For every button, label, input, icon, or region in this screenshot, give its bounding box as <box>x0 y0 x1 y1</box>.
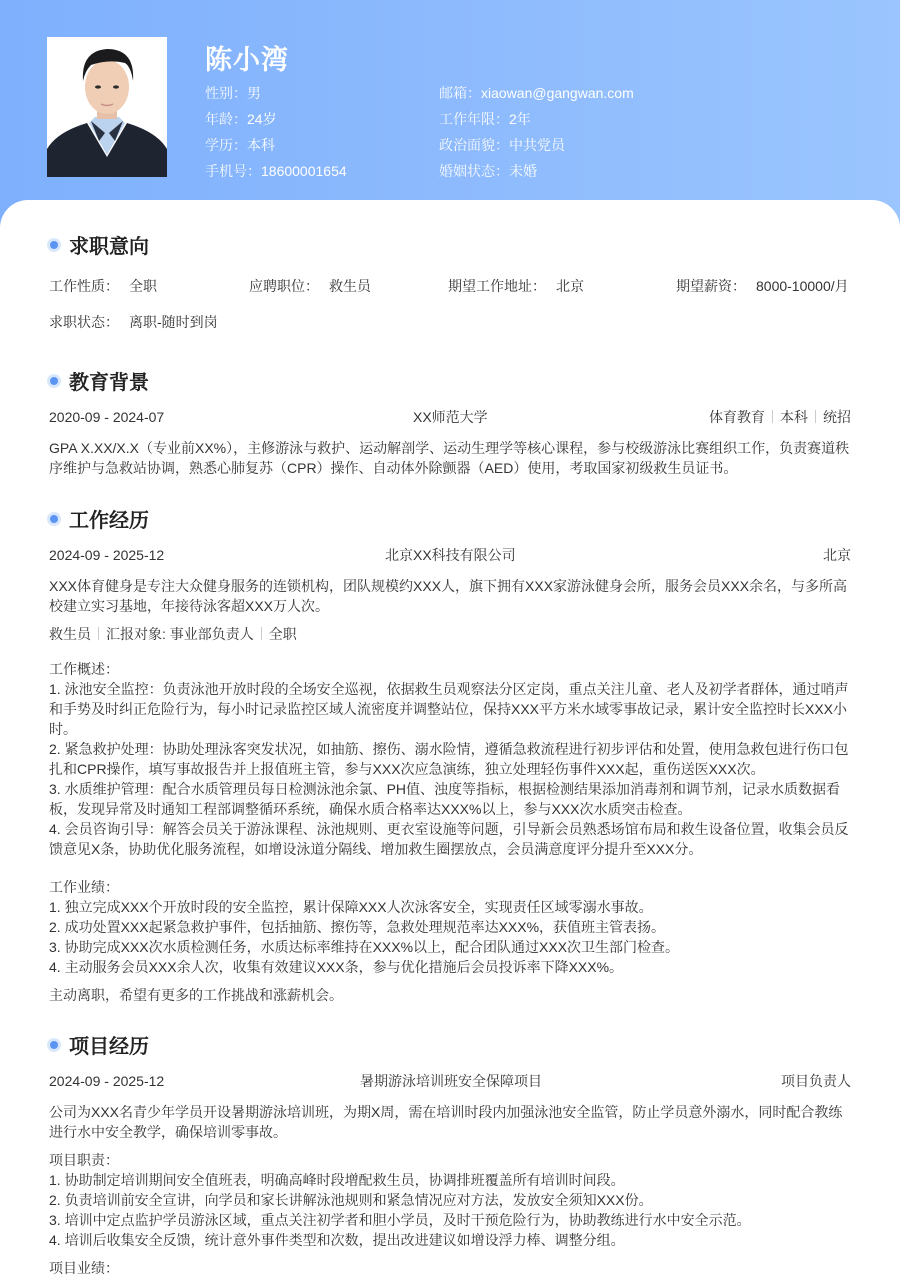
info-value: 中共党员 <box>509 137 565 153</box>
info-gender <box>205 84 347 110</box>
field-value: 8000-10000/月 <box>756 278 849 294</box>
info-label: 学历： <box>205 137 247 153</box>
work-achievement-item: 2. 成功处置XXX起紧急救护事件，包括抽筋、擦伤等，急救处理规范率达XXX%，获值班主管表扬。 <box>49 919 666 935</box>
work-overview-title: 工作概述： <box>49 661 119 677</box>
work-tags <box>49 624 297 644</box>
info-work-years <box>439 110 634 136</box>
info-label: 性别： <box>205 85 247 101</box>
work-achievements-title: 工作业绩： <box>49 879 119 895</box>
field-label: 期望薪资： <box>676 278 746 294</box>
intent-location <box>448 276 584 296</box>
education-description: GPA X.XX/X.X（专业前XX%），主修游泳与救护、运动解剖学、运动生理学等核心课程，参与校级游泳比赛组织工作，负责赛道秩序维护与急救站协调，熟悉心肺复苏（CPR）操作、自动体外除颤器（AED）使用，考取国家初级救生员证书。 <box>49 440 850 476</box>
field-value: 离职-随时到岗 <box>129 314 218 330</box>
section-title-text: 求职意向 <box>69 236 149 258</box>
intent-position <box>249 276 371 296</box>
project-duty-item: 3. 培训中定点监护学员游泳区域，重点关注初学者和胆小学员，及时干预危险行为，协助教练进行水中安全示范。 <box>49 1212 751 1228</box>
project-duty-item: 1. 协助制定培训期间安全值班表，明确高峰时段增配救生员，协调排班覆盖所有培训时间段。 <box>49 1172 625 1188</box>
education-tags <box>709 407 851 427</box>
profile-photo <box>47 37 167 177</box>
project-description: 公司为XXX名青少年学员开设暑期游泳培训班，为期X周，需在培训时段内加强泳池安全监管，防止学员意外溺水，同时配合教练进行水中安全教学，确保培训零事故。 <box>49 1104 843 1140</box>
work-achievements <box>49 877 853 977</box>
info-value: xiaowan@gangwan.com <box>481 85 634 101</box>
project-role: 项目负责人 <box>781 1073 851 1089</box>
field-value: 全职 <box>129 278 157 294</box>
section-title-work <box>48 504 149 533</box>
work-company-description: XXX体育健身是专注大众健身服务的连锁机构，团队规模约XXX人，旗下拥有XXX家游泳健身会所，服务会员XXX余名，与多所高校建立实习基地，年接待泳客超XXX万人次。 <box>49 578 848 614</box>
work-company: 北京XX科技有限公司 <box>385 547 516 563</box>
intent-salary <box>676 276 849 296</box>
info-label: 工作年限： <box>439 111 509 127</box>
project-name: 暑期游泳培训班安全保障项目 <box>360 1073 542 1089</box>
person-portrait-icon <box>47 37 167 177</box>
info-label: 政治面貌： <box>439 137 509 153</box>
tag-role: 救生员 <box>49 626 91 642</box>
divider <box>98 627 99 640</box>
project-period: 2024-09 - 2025-12 <box>49 1073 165 1089</box>
section-title-education <box>48 366 149 395</box>
section-title-project <box>48 1030 149 1059</box>
work-overview <box>49 659 853 859</box>
work-period: 2024-09 - 2025-12 <box>49 547 165 563</box>
info-value: 男 <box>247 85 261 101</box>
candidate-name: 陈小湾 <box>205 45 289 75</box>
work-overview-item: 4. 会员咨询引导：解答会员关于游泳课程、泳池规则、更衣室设施等问题，引导新会员熟悉场馆布局和救生设备位置，收集会员反馈意见X条，协助优化服务流程，如增设泳道分隔线、增加救生圈摆放点，会员满意度评分提升至XXX分。 <box>49 821 849 857</box>
info-label: 年龄： <box>205 111 247 127</box>
section-title-intent <box>48 230 149 259</box>
bullet-dot-icon <box>50 377 58 385</box>
field-label: 应聘职位： <box>249 278 319 294</box>
field-label: 工作性质： <box>49 278 119 294</box>
info-phone <box>205 162 347 188</box>
bullet-dot-icon <box>50 1041 58 1049</box>
bullet-dot-icon <box>50 241 58 249</box>
bullet-dot-icon <box>50 515 58 523</box>
tag-major: 体育教育 <box>709 409 765 425</box>
intent-status <box>49 312 218 332</box>
divider <box>261 627 262 640</box>
work-leave-reason: 主动离职，希望有更多的工作挑战和涨薪机会。 <box>49 987 343 1003</box>
info-label: 邮箱： <box>439 85 481 101</box>
info-value: 未婚 <box>509 163 537 179</box>
info-value: 2年 <box>509 111 531 127</box>
info-value: 24岁 <box>247 111 277 127</box>
info-marital-status <box>439 162 634 188</box>
section-title-text: 教育背景 <box>69 372 149 394</box>
info-label: 手机号： <box>205 163 261 179</box>
work-achievement-item: 1. 独立完成XXX个开放时段的安全监控，累计保障XXX人次泳客安全，实现责任区域零溺水事故。 <box>49 899 653 915</box>
divider <box>815 410 816 423</box>
work-overview-item: 2. 紧急救护处理：协助处理泳客突发状况，如抽筋、擦伤、溺水险情，遵循急救流程进行初步评估和处置，使用急救包进行伤口包扎和CPR操作，填写事故报告并上报值班主管，参与XXX次应急演练，独立处理轻伤事件XXX起，重伤送医XXX次。 <box>49 741 849 777</box>
section-title-text: 工作经历 <box>69 510 149 532</box>
project-duties-title: 项目职责： <box>49 1152 119 1168</box>
field-label: 求职状态： <box>49 314 119 330</box>
work-overview-item: 3. 水质维护管理：配合水质管理员每日检测泳池余氯、PH值、浊度等指标，根据检测结果添加消毒剂和调节剂，记录水质数据看板，发现异常及时通知工程部调整循环系统，确保水质合格率达XXX%以上，参与XXX次水质突击检查。 <box>49 781 841 817</box>
education-school: XX师范大学 <box>413 409 488 425</box>
basic-info-left <box>205 84 347 188</box>
info-value: 18600001654 <box>261 163 347 179</box>
project-duty-item: 4. 培训后收集安全反馈，统计意外事件类型和次数，提出改进建议如增设浮力棒、调整分组。 <box>49 1232 625 1248</box>
info-degree <box>205 136 347 162</box>
work-achievement-item: 3. 协助完成XXX次水质检测任务，水质达标率维持在XXX%以上，配合团队通过XXX次卫生部门检查。 <box>49 939 680 955</box>
tag-degree: 本科 <box>780 409 808 425</box>
work-overview-item: 1. 泳池安全监控：负责泳池开放时段的全场安全巡视，依据救生员观察法分区定岗，重点关注儿童、老人及初学者群体，通过哨声和手势及时纠正危险行为，每小时记录监控区域人流密度并调整站位，保持XXX平方米水域零事故记录，累计安全监控时长XXX小时。 <box>49 681 849 737</box>
project-duty-item: 2. 负责培训前安全宣讲，向学员和家长讲解泳池规则和紧急情况应对方法，发放安全须知XXX份。 <box>49 1192 653 1208</box>
work-achievement-item: 4. 主动服务会员XXX余人次，收集有效建议XXX条，参与优化措施后会员投诉率下降XXX%。 <box>49 959 624 975</box>
intent-job-type <box>49 276 157 296</box>
project-achievements-title: 项目业绩： <box>49 1260 119 1276</box>
tag-enrollment: 统招 <box>823 409 851 425</box>
info-label: 婚姻状态： <box>439 163 509 179</box>
project-duties <box>49 1150 853 1250</box>
tag-job-type: 全职 <box>268 626 297 642</box>
education-period: 2020-09 - 2024-07 <box>49 409 165 425</box>
basic-info-right <box>439 84 634 188</box>
field-value: 救生员 <box>329 278 371 294</box>
work-city: 北京 <box>823 547 851 563</box>
tag-report-to: 汇报对象: 事业部负责人 <box>106 626 254 642</box>
info-age <box>205 110 347 136</box>
section-title-text: 项目经历 <box>69 1036 149 1058</box>
divider <box>772 410 773 423</box>
field-label: 期望工作地址： <box>448 278 546 294</box>
info-political-status <box>439 136 634 162</box>
info-value: 本科 <box>247 137 275 153</box>
info-email <box>439 84 634 110</box>
field-value: 北京 <box>556 278 584 294</box>
